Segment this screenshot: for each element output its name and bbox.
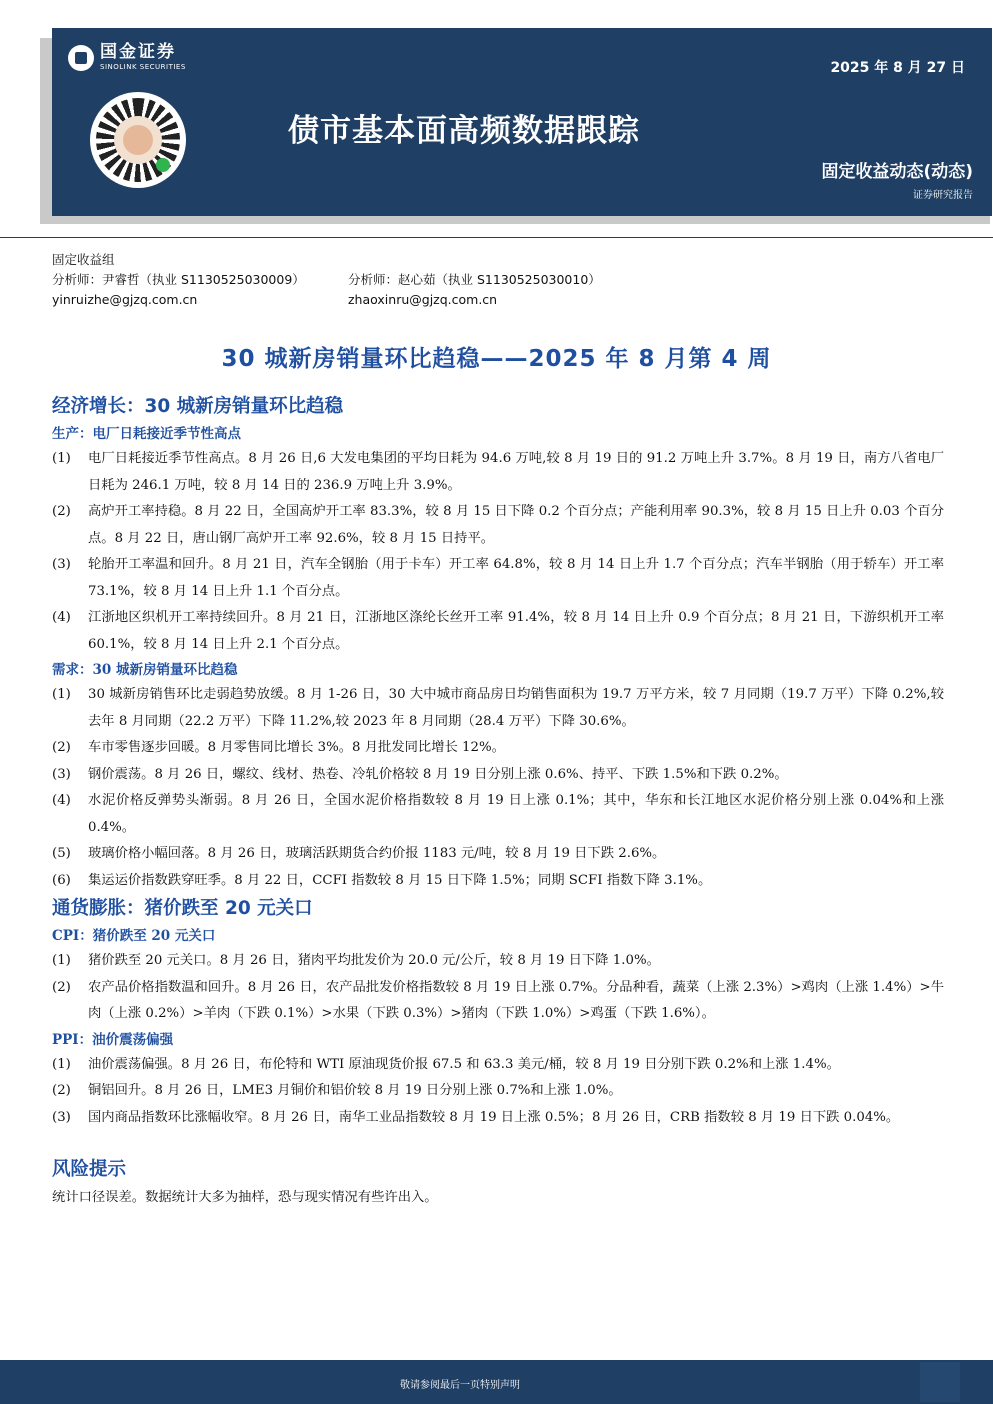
list-item [52, 975, 944, 1028]
list-item [52, 841, 944, 868]
list-item-number: (1) [52, 451, 71, 466]
list-item-text: 车市零售逐步回暖。8 月零售同比增长 3%。8 月批发同比增长 12%。 [88, 740, 505, 755]
list-item-number: (6) [52, 872, 71, 888]
list-item-number: (1) [52, 953, 71, 968]
list-item [52, 499, 944, 552]
footer-page-box [920, 1362, 960, 1402]
list-item-text: 轮胎开工率温和回升。8 月 21 日，汽车全钢胎（用于卡车）开工率 64.8%，较 8 月 14 日上升 1.7 个百分点；汽车半钢胎（用于轿车）开工率 73.1%，较 8 月 14 日上升 1.1 个百分点。 [88, 557, 944, 599]
list-item-number: (2) [52, 979, 71, 995]
list-item-text: 玻璃价格小幅回落。8 月 26 日，玻璃活跃期货合约价报 1183 元/吨，较 8 月 19 日下跌 2.6%。 [88, 846, 666, 861]
list-item-number: (3) [52, 557, 71, 572]
list-item [52, 788, 944, 841]
list-item-text: 水泥价格反弹势头渐弱。8 月 26 日，全国水泥价格指数较 8 月 19 日上涨 0.1%；其中，华东和长江地区水泥价格分别上涨 0.04%和上涨 0.4%。 [88, 793, 944, 835]
list-item-text: 铜铝回升。8 月 26 日，LME3 月铜价和铝价较 8 月 19 日分别上涨 0.7%和上涨 1.0%。 [88, 1083, 622, 1098]
list-item [52, 868, 944, 895]
list-item-text: 电厂日耗接近季节性高点。8 月 26 日,6 大发电集团的平均日耗为 94.6 万吨,较 8 月 19 日的 91.2 万吨上升 3.7%。8 月 19 日，南方八省电厂日耗为 246.1 万吨，较 8 月 14 日的 236.9 万吨上升 3.9%。 [88, 451, 944, 493]
footer-disclaimer[interactable]: 敬请参阅最后一页特别声明 [400, 1380, 520, 1391]
list-item [52, 446, 944, 499]
research-group: 固定收益组 [52, 252, 115, 267]
article-title: 30 城新房销量环比趋稳——2025 年 8 月第 4 周 [221, 346, 772, 372]
analyst-2-email[interactable]: zhaoxinru@gjzq.com.cn [348, 292, 498, 307]
list-item-text: 集运运价指数跌穿旺季。8 月 22 日，CCFI 指数较 8 月 15 日下降 1.5%；同期 SCFI 指数下降 3.1%。 [88, 872, 712, 888]
logo-en-text: SINOLINK SECURITIES [100, 63, 186, 71]
report-type: 固定收益动态(动态) [821, 162, 973, 182]
production-list [52, 446, 944, 658]
report-body [52, 392, 944, 1211]
cpi-list [52, 948, 944, 1028]
subsection-heading-demand: 需求：30 城新房销量环比趋稳 [52, 662, 238, 678]
wechat-badge-icon [156, 158, 170, 172]
demand-list [52, 682, 944, 894]
list-item-number: (1) [52, 1056, 71, 1072]
list-item [52, 552, 944, 605]
risk-text: 统计口径误差。数据统计大多为抽样，恐与现实情况有些许出入。 [52, 1190, 438, 1205]
list-item-number: (5) [52, 846, 71, 861]
list-item-text: 30 城新房销售环比走弱趋势放缓。8 月 1-26 日，30 大中城市商品房日均销售面积为 19.7 万平方米，较 7 月同期（19.7 万平）下降 0.2%,较去年 8 月同期（22.2 万平）下降 11.2%,较 2023 年 8 月同期（28.4 万平）下降 30.6%。 [88, 687, 944, 729]
logo-cn-text: 国金证券 [100, 42, 176, 62]
subsection-heading-production: 生产：电厂日耗接近季节性高点 [52, 426, 241, 442]
subsection-heading-ppi: PPI：油价震荡偏强 [52, 1031, 174, 1048]
list-item [52, 1052, 944, 1079]
report-title: 债市基本面高频数据跟踪 [288, 113, 640, 149]
report-category: 证券研究报告 [913, 190, 973, 201]
list-item-text: 国内商品指数环比涨幅收窄。8 月 26 日，南华工业品指数较 8 月 19 日上涨 0.5%；8 月 26 日，CRB 指数较 8 月 19 日下跌 0.04%。 [88, 1109, 900, 1125]
list-item [52, 1078, 944, 1105]
list-item [52, 762, 944, 789]
list-item-number: (3) [52, 766, 71, 782]
report-date: 2025 年 8 月 27 日 [830, 60, 965, 76]
analyst-1-email[interactable]: yinruizhe@gjzq.com.cn [52, 292, 198, 307]
section-heading-inflation: 通货膨胀：猪价跌至 20 元关口 [52, 898, 313, 919]
list-item [52, 682, 944, 735]
list-item-text: 油价震荡偏强。8 月 26 日，布伦特和 WTI 原油现货价报 67.5 和 63.3 美元/桶，较 8 月 19 日分别下跌 0.2%和上涨 1.4%。 [88, 1056, 840, 1072]
list-item [52, 948, 944, 975]
logo-mark-icon [68, 45, 94, 71]
list-item-text: 江浙地区织机开工率持续回升。8 月 21 日，江浙地区涤纶长丝开工率 91.4%，较 8 月 14 日上升 0.9 个百分点；8 月 21 日，下游织机开工率 60.1%，较 8 月 14 日上升 2.1 个百分点。 [88, 610, 944, 652]
list-item-number: (4) [52, 610, 71, 625]
mini-program-qr-code[interactable] [90, 92, 186, 188]
list-item-text: 钢价震荡。8 月 26 日，螺纹、线材、热卷、冷轧价格较 8 月 19 日分别上涨 0.6%、持平、下跌 1.5%和下跌 0.2%。 [88, 766, 788, 782]
section-heading-risk: 风险提示 [52, 1159, 127, 1180]
list-item-text: 猪价跌至 20 元关口。8 月 26 日，猪肉平均批发价为 20.0 元/公斤，较 8 月 19 日下降 1.0%。 [88, 953, 660, 968]
analyst-1: 分析师：尹睿哲（执业 S1130525030009） [52, 272, 305, 287]
list-item-text: 农产品价格指数温和回升。8 月 26 日，农产品批发价格指数较 8 月 19 日上涨 0.7%。分品种看，蔬菜（上涨 2.3%）>鸡肉（上涨 1.4%）>牛肉（上涨 0.2%）>羊肉（下跌 0.1%）>水果（下跌 0.3%）>猪肉（下跌 1.0%）>鸡蛋（下跌 1.6%）。 [88, 979, 944, 1021]
company-logo [68, 44, 186, 71]
header-divider [0, 237, 993, 238]
list-item [52, 1105, 944, 1132]
list-item [52, 735, 944, 762]
section-heading-growth: 经济增长：30 城新房销量环比趋稳 [52, 396, 344, 417]
list-item-number: (1) [52, 687, 71, 702]
list-item-number: (2) [52, 740, 71, 755]
author-block [52, 250, 601, 310]
subsection-heading-cpi: CPI：猪价跌至 20 元关口 [52, 928, 216, 944]
list-item-number: (2) [52, 1083, 71, 1098]
analyst-2: 分析师：赵心茹（执业 S1130525030010） [348, 272, 601, 287]
list-item-number: (2) [52, 504, 71, 519]
list-item-number: (4) [52, 793, 71, 808]
ppi-list [52, 1052, 944, 1132]
list-item-text: 高炉开工率持稳。8 月 22 日，全国高炉开工率 83.3%，较 8 月 15 日下降 0.2 个百分点；产能利用率 90.3%，较 8 月 15 日上升 0.03 个百分点。8 月 22 日，唐山钢厂高炉开工率 92.6%，较 8 月 15 日持平。 [88, 504, 944, 546]
list-item [52, 605, 944, 658]
list-item-number: (3) [52, 1109, 71, 1125]
